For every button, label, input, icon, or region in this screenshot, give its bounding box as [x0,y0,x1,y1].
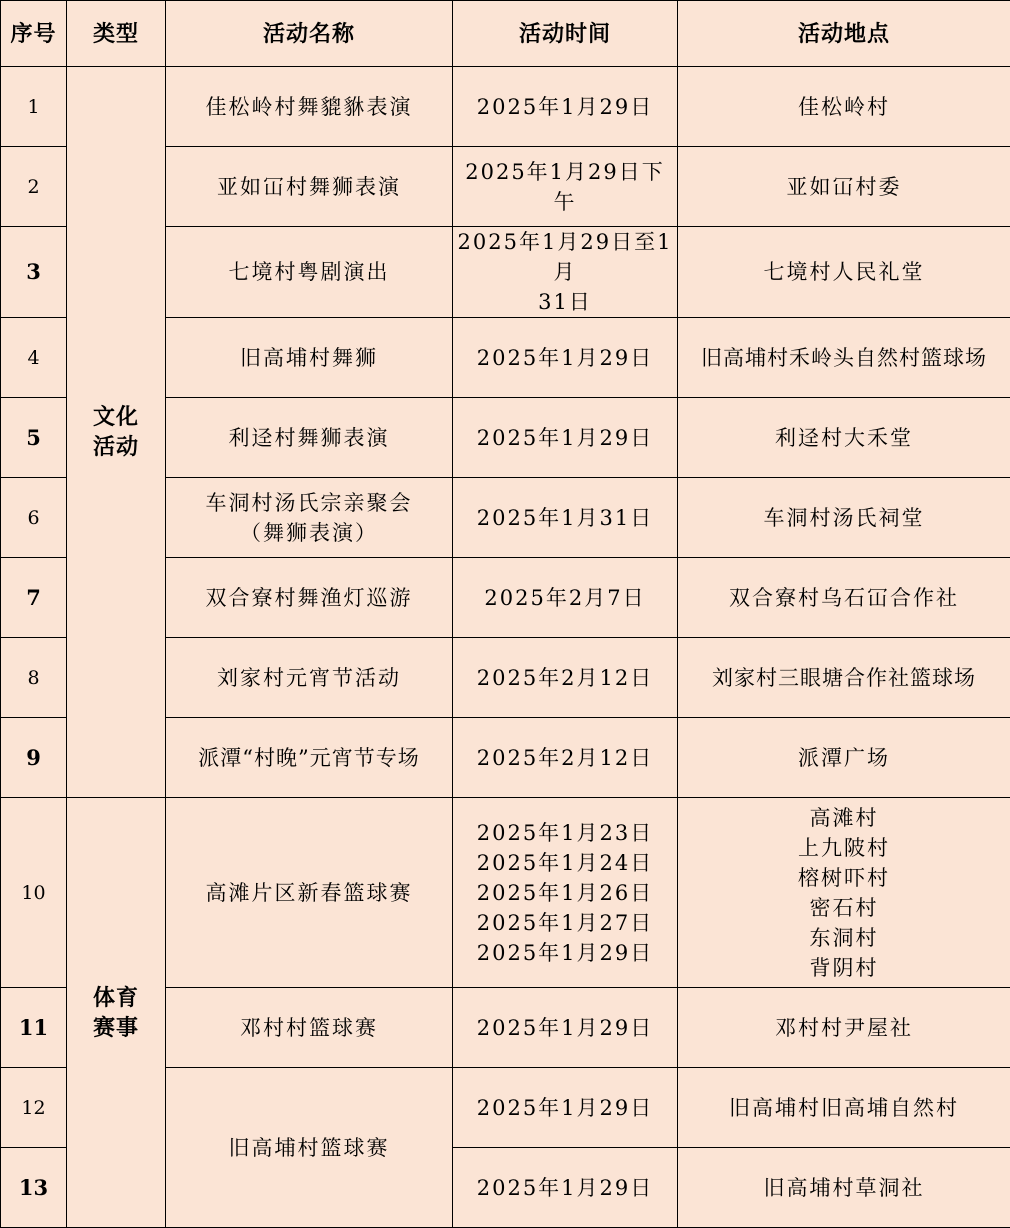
activity-place: 双合寮村乌石冚合作社 [678,558,1010,638]
activity-name: 高滩片区新春篮球赛 [166,798,453,988]
row-number: 4 [1,318,67,398]
activity-time: 2025年1月29日 [453,1068,678,1148]
activity-place: 利迳村大禾堂 [678,398,1010,478]
header-time: 活动时间 [453,1,678,67]
type-sports [67,798,166,1228]
activity-time: 2025年1月29日下午 [453,147,678,227]
type-culture [67,67,166,798]
activity-name: 邓村村篮球赛 [166,988,453,1068]
table-row [1,798,1010,988]
activity-place: 刘家村三眼塘合作社篮球场 [678,638,1010,718]
activity-place: 派潭广场 [678,718,1010,798]
activity-time: 2025年1月29日 [453,1148,678,1228]
activity-name: 车洞村汤氏宗亲聚会 （舞狮表演） [166,478,453,558]
activity-name: 双合寮村舞渔灯巡游 [166,558,453,638]
header-type: 类型 [67,1,166,67]
activity-time: 2025年1月29日 [453,318,678,398]
activity-time: 2025年2月7日 [453,558,678,638]
table-row [1,67,1010,147]
activity-name: 刘家村元宵节活动 [166,638,453,718]
activity-name: 亚如冚村舞狮表演 [166,147,453,227]
activity-time: 2025年1月29日至1月 31日 [453,227,678,318]
type-label: 文化 [69,402,163,432]
type-label: 体育 [69,983,163,1013]
activity-place: 旧高埔村禾岭头自然村篮球场 [678,318,1010,398]
row-number: 2 [1,147,67,227]
header-name: 活动名称 [166,1,453,67]
activity-name: 利迳村舞狮表演 [166,398,453,478]
activity-time: 2025年1月29日 [453,67,678,147]
activity-time: 2025年1月23日 2025年1月24日 2025年1月26日 2025年1月27日 2025年1月29日 [453,798,678,988]
row-number: 9 [1,718,67,798]
activity-place: 旧高埔村草洞社 [678,1148,1010,1228]
activity-time: 2025年1月29日 [453,398,678,478]
activity-name: 佳松岭村舞貔貅表演 [166,67,453,147]
activity-place: 亚如冚村委 [678,147,1010,227]
activity-place: 七境村人民礼堂 [678,227,1010,318]
activity-name: 七境村粤剧演出 [166,227,453,318]
activity-name: 派潭“村晚”元宵节专场 [166,718,453,798]
activity-place: 旧高埔村旧高埔自然村 [678,1068,1010,1148]
activity-place: 佳松岭村 [678,67,1010,147]
activity-place: 高滩村 上九陂村 榕树吓村 密石村 东洞村 背阴村 [678,798,1010,988]
activity-name: 旧高埔村篮球赛 [166,1068,453,1228]
row-number: 10 [1,798,67,988]
row-number: 1 [1,67,67,147]
row-number: 11 [1,988,67,1068]
row-number: 12 [1,1068,67,1148]
row-number: 5 [1,398,67,478]
header-no: 序号 [1,1,67,67]
header-place: 活动地点 [678,1,1010,67]
activity-time: 2025年1月29日 [453,988,678,1068]
activity-time: 2025年1月31日 [453,478,678,558]
row-number: 13 [1,1148,67,1228]
type-label: 赛事 [69,1013,163,1043]
activity-name: 旧高埔村舞狮 [166,318,453,398]
activity-time: 2025年2月12日 [453,718,678,798]
row-number: 6 [1,478,67,558]
row-number: 3 [1,227,67,318]
header-row [1,1,1010,67]
type-label: 活动 [69,432,163,462]
row-number: 7 [1,558,67,638]
activity-time: 2025年2月12日 [453,638,678,718]
activity-place: 邓村村尹屋社 [678,988,1010,1068]
activity-place: 车洞村汤氏祠堂 [678,478,1010,558]
row-number: 8 [1,638,67,718]
